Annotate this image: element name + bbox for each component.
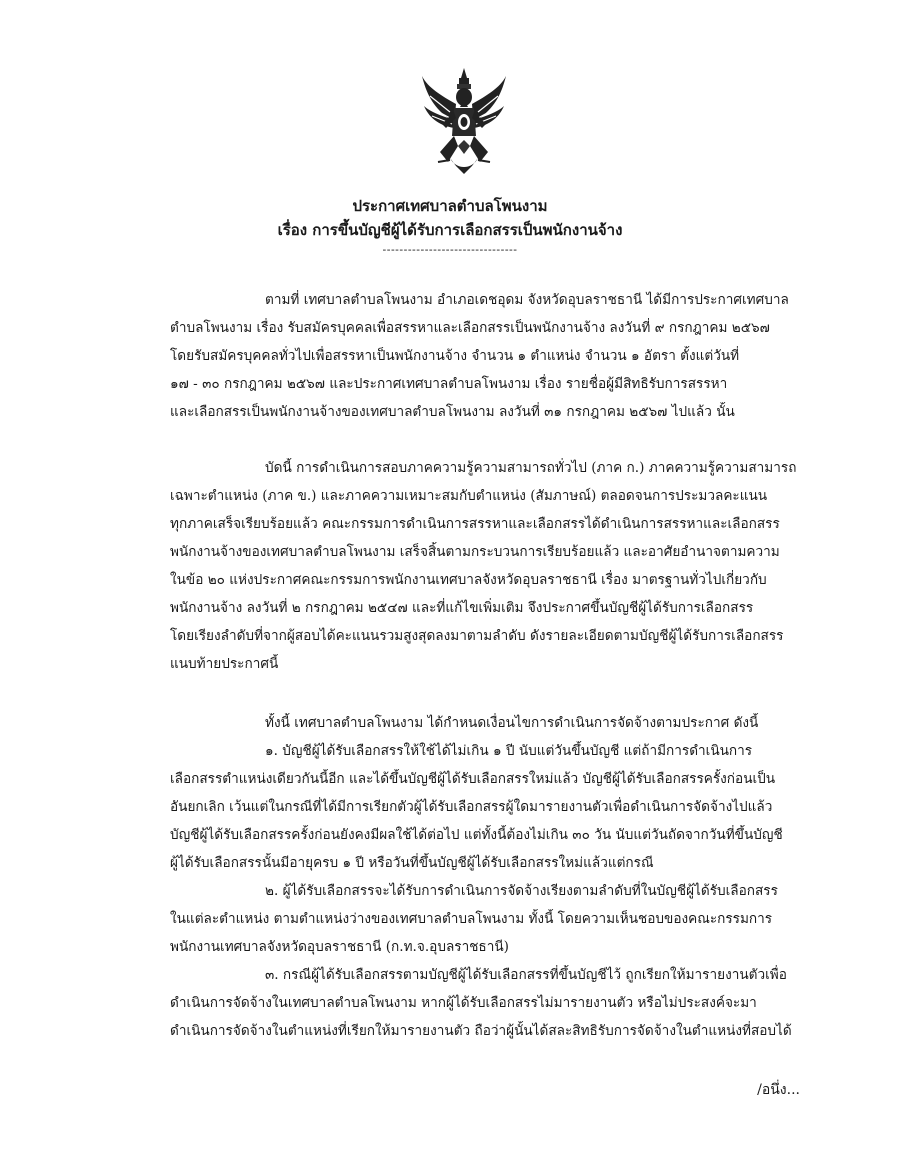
- body-line: ทุกภาคเสร็จเรียบร้อยแล้ว คณะกรรมการดำเนินการสรรหาและเลือกสรรได้ดำเนินการสรรหาและเลือกสรร: [170, 516, 780, 532]
- body-line: ๑๗ - ๓๐ กรกฎาคม ๒๕๖๗ และประกาศเทศบาลตำบลโพนงาม เรื่อง รายชื่อผู้มีสิทธิรับการสรรหา: [170, 376, 728, 392]
- body-line: บัดนี้ การดำเนินการสอบภาคความรู้ความสามารถทั่วไป (ภาค ก.) ภาคความรู้ความสามารถ: [265, 460, 797, 476]
- body-line: และเลือกสรรเป็นพนักงานจ้างของเทศบาลตำบลโพนงาม ลงวันที่ ๓๑ กรกฎาคม ๒๕๖๗ ไปแล้ว นั้น: [170, 404, 735, 420]
- announcement-title: ประกาศเทศบาลตำบลโพนงาม: [352, 197, 548, 215]
- body-line: พนักงานจ้าง ลงวันที่ ๒ กรกฎาคม ๒๕๔๗ และที่แก้ไขเพิ่มเติม จึงประกาศขึ้นบัญชีผู้ได้รับการเลือกสรร: [170, 600, 754, 616]
- body-line: โดยเรียงลำดับที่จากผู้สอบได้คะแนนรวมสูงสุดลงมาตามลำดับ ดังรายละเอียดตามบัญชีผู้ได้รับการเลือกสรร: [170, 628, 784, 644]
- body-line: ตามที่ เทศบาลตำบลโพนงาม อำเภอเดชอุดม จังหวัดอุบลราชธานี ได้มีการประกาศเทศบาล: [265, 292, 789, 308]
- announcement-subject: เรื่อง การขึ้นบัญชีผู้ได้รับการเลือกสรรเป็นพนักงานจ้าง: [277, 221, 623, 239]
- body-line: เลือกสรรตำแหน่งเดียวกันนี้อีก และได้ขึ้นบัญชีผู้ได้รับเลือกสรรใหม่แล้ว บัญชีผู้ได้รับเลือกสรรครั้งก่อนเป็น: [170, 771, 776, 787]
- continuation-marker: /อนึ่ง...: [757, 1082, 800, 1098]
- body-line: ดำเนินการจัดจ้างในตำแหน่งที่เรียกให้มารายงานตัว ถือว่าผู้นั้นได้สละสิทธิรับการจัดจ้างในตำแหน่งที่สอบได้: [170, 1023, 792, 1039]
- body-line: ในแต่ละตำแหน่ง ตามตำแหน่งว่างของเทศบาลตำบลโพนงาม ทั้งนี้ โดยความเห็นชอบของคณะกรรมการ: [170, 911, 773, 927]
- body-line: พนักงานจ้างของเทศบาลตำบลโพนงาม เสร็จสิ้นตามกระบวนการเรียบร้อยแล้ว และอาศัยอำนาจตามความ: [170, 544, 780, 560]
- condition-item-1: ๑. บัญชีผู้ได้รับเลือกสรรให้ใช้ได้ไม่เกิน ๑ ปี นับแต่วันขึ้นบัญชี แต่ถ้ามีการดำเนินการ: [265, 743, 753, 759]
- body-line: อันยกเลิก เว้นแต่ในกรณีที่ได้มีการเรียกตัวผู้ได้รับเลือกสรรผู้ใดมารายงานตัวเพื่อดำเนินการจัดจ้างไปแล้ว: [170, 799, 773, 815]
- body-line: ดำเนินการจัดจ้างในเทศบาลตำบลโพนงาม หากผู้ได้รับเลือกสรรไม่มารายงานตัว หรือไม่ประสงค์จะมา: [170, 995, 757, 1011]
- body-line: ผู้ได้รับเลือกสรรนั้นมีอายุครบ ๑ ปี หรือวันที่ขึ้นบัญชีผู้ได้รับเลือกสรรใหม่แล้วแต่กรณี: [170, 855, 654, 871]
- body-line: พนักงานเทศบาลจังหวัดอุบลราชธานี (ก.ท.จ.อุบลราชธานี): [170, 939, 509, 955]
- body-line: ทั้งนี้ เทศบาลตำบลโพนงาม ได้กำหนดเงื่อนไขการดำเนินการจัดจ้างตามประกาศ ดังนี้: [265, 715, 759, 731]
- body-line: โดยรับสมัครบุคคลทั่วไปเพื่อสรรหาเป็นพนักงานจ้าง จำนวน ๑ ตำแหน่ง จำนวน ๑ อัตรา ตั้งแต่วันที่: [170, 348, 740, 364]
- condition-item-3: ๓. กรณีผู้ได้รับเลือกสรรตามบัญชีผู้ได้รับเลือกสรรที่ขึ้นบัญชีไว้ ถูกเรียกให้มารายงานตัวเพื่อ: [265, 967, 787, 983]
- condition-item-2: ๒. ผู้ได้รับเลือกสรรจะได้รับการดำเนินการจัดจ้างเรียงตามลำดับที่ในบัญชีผู้ได้รับเลือกสรร: [265, 883, 778, 899]
- title-separator: --------------------------------: [382, 243, 518, 256]
- body-line: ตำบลโพนงาม เรื่อง รับสมัครบุคคลเพื่อสรรหาและเลือกสรรเป็นพนักงานจ้าง ลงวันที่ ๙ กรกฎาคม ๒๕๖๗: [170, 320, 770, 336]
- body-line: เฉพาะตำแหน่ง (ภาค ข.) และภาคความเหมาะสมกับตำแหน่ง (สัมภาษณ์) ตลอดจนการประมวลคะแนน: [170, 488, 768, 504]
- body-line: แนบท้ายประกาศนี้: [170, 656, 279, 672]
- body-line: บัญชีผู้ได้รับเลือกสรรครั้งก่อนยังคงมีผลใช้ได้ต่อไป แต่ทั้งนี้ต้องไม่เกิน ๓๐ วัน นับแต่วันถัดจากวันที่ขึ้นบัญชี: [170, 827, 783, 843]
- body-line: ในข้อ ๒๐ แห่งประกาศคณะกรรมการพนักงานเทศบาลจังหวัดอุบลราชธานี เรื่อง มาตรฐานทั่วไปเกี่ยวกับ: [170, 572, 767, 588]
- garuda-emblem-icon: [420, 66, 508, 176]
